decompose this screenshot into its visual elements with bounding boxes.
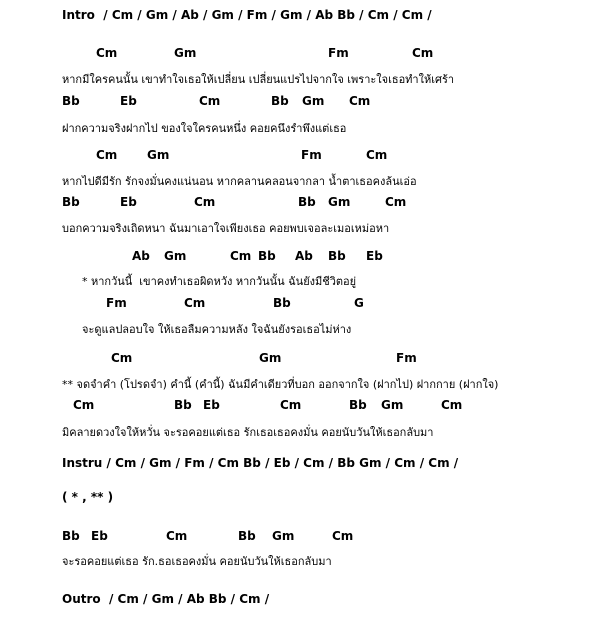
chord: Fm <box>301 148 322 162</box>
chorus-lyric-2: จะดูแลปลอบใจ ให้เธอลืมความหลัง ใจฉันยังรอเธอไม่ห่าง <box>82 323 352 336</box>
chord: Cm <box>385 195 407 209</box>
chord: Cm <box>412 46 434 60</box>
chord: Gm <box>302 94 325 108</box>
chord: Bb <box>298 195 316 209</box>
chord: Gm <box>328 195 351 209</box>
chord: Cm <box>199 94 221 108</box>
chord: Cm <box>366 148 388 162</box>
chord: Cm <box>280 398 302 412</box>
chord: Eb <box>120 195 137 209</box>
chord: Cm <box>111 351 133 365</box>
chord: Gm <box>174 46 197 60</box>
chord: Cm <box>332 529 354 543</box>
verse2-lyric-2: บอกความจริงเถิดหนา ฉันมาเอาใจเพียงเธอ คอยพบเจอละเมอเหม่อหา <box>62 222 390 235</box>
verse1-chords-1 <box>0 46 600 62</box>
chord: Cm <box>194 195 216 209</box>
chord: Bb <box>238 529 256 543</box>
chord: Cm <box>184 296 206 310</box>
chord: G <box>354 296 364 310</box>
chord: Cm <box>230 249 252 263</box>
instru-line: Instru / Cm / Gm / Fm / Cm Bb / Eb / Cm / Bb Gm / Cm / Cm / <box>62 456 459 470</box>
chord: Bb <box>273 296 291 310</box>
bridge-chords-1 <box>0 351 600 367</box>
chord: Bb <box>174 398 192 412</box>
chord: Bb <box>328 249 346 263</box>
bridge-lyric-2: มิคลายดวงใจให้หวั่น จะรอคอยแต่เธอ รักเธอเธอคงมั่น คอยนับวันให้เธอกลับมา <box>62 426 434 439</box>
chord: Bb <box>349 398 367 412</box>
chord: Ab <box>132 249 150 263</box>
chord: Eb <box>203 398 220 412</box>
outro-verse-lyric: จะรอคอยแต่เธอ รัก.ธอเธอคงมั่น คอยนับวันให้เธอกลับมา <box>62 555 332 568</box>
repeat-marker: ( * , ** ) <box>62 490 114 504</box>
chord: Eb <box>366 249 383 263</box>
chorus-chords-2 <box>0 296 600 312</box>
bridge-chords-2 <box>0 398 600 414</box>
verse1-chords-2 <box>0 94 600 110</box>
verse2-chords-2 <box>0 195 600 211</box>
chord: Bb <box>258 249 276 263</box>
verse1-lyric-2: ฝากความจริงฝากไป ของใจใครคนหนึ่ง คอยคนึงรำพึงแต่เธอ <box>62 122 347 135</box>
chord: Fm <box>396 351 417 365</box>
verse2-chords-1 <box>0 148 600 164</box>
chord: Bb <box>62 529 80 543</box>
chord: Gm <box>272 529 295 543</box>
intro-line: Intro / Cm / Gm / Ab / Gm / Fm / Gm / Ab Bb / Cm / Cm / <box>62 8 432 22</box>
chord: Cm <box>166 529 188 543</box>
verse2-lyric-1: หากไปดีมีรัก รักจงมั่นคงแน่นอน หากคลานคลอนจากลา น้ำตาเธอคงล้นเอ่อ <box>62 175 417 188</box>
chord: Ab <box>295 249 313 263</box>
chord: Fm <box>328 46 349 60</box>
chord: Cm <box>73 398 95 412</box>
chord: Bb <box>62 195 80 209</box>
chorus-lyric-1: * หากวันนี้ เขาคงทำเธอผิดหวัง หากวันนั้น ฉันยังมีชีวิตอยู่ <box>82 275 357 288</box>
verse1-lyric-1: หากมีใครคนนั้น เขาทำใจเธอให้เปลี่ยน เปลี่ยนแปรไปจากใจ เพราะใจเธอทำให้เศร้า <box>62 73 455 86</box>
chord: Bb <box>271 94 289 108</box>
chorus-chords-1 <box>0 249 600 265</box>
chord: Gm <box>147 148 170 162</box>
chord: Cm <box>441 398 463 412</box>
chord: Gm <box>259 351 282 365</box>
chord: Cm <box>96 148 118 162</box>
chord: Eb <box>91 529 108 543</box>
chord: Cm <box>349 94 371 108</box>
chord: Bb <box>62 94 80 108</box>
outro-line: Outro / Cm / Gm / Ab Bb / Cm / <box>62 592 270 606</box>
chord: Fm <box>106 296 127 310</box>
bridge-lyric-1: ** จดจำคำ (โปรดจำ) คำนี้ (คำนี้) ฉันมีคำเดียวที่บอก ออกจากใจ (ฝากไป) ฝากกาย (ฝากใจ) <box>62 378 499 391</box>
chord: Cm <box>96 46 118 60</box>
chord: Gm <box>164 249 187 263</box>
chord: Eb <box>120 94 137 108</box>
chord: Gm <box>381 398 404 412</box>
outro-verse-chords <box>0 529 600 545</box>
